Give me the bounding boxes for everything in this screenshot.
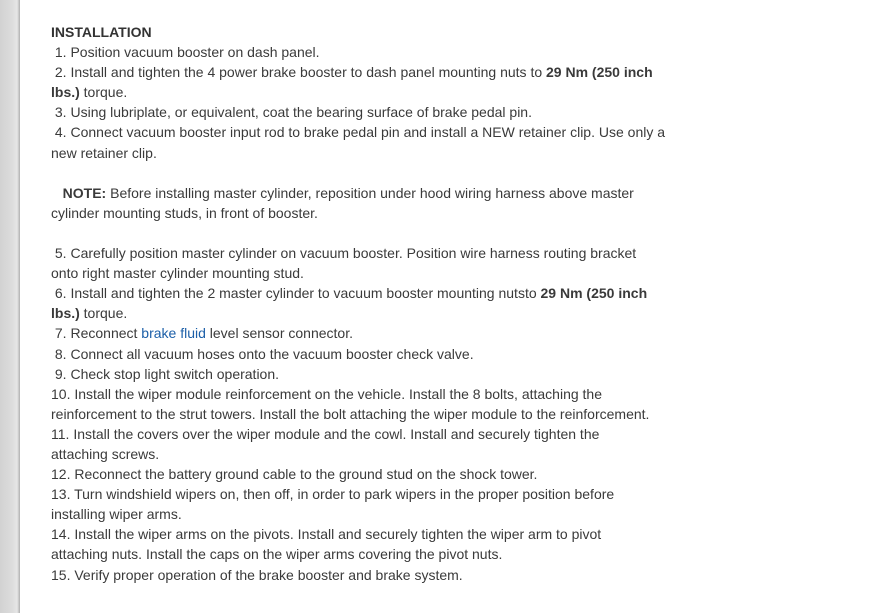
step-2 — [51, 62, 676, 102]
step-text: installing wiper arms. — [51, 506, 182, 523]
step-text: Using lubriplate, or equivalent, coat the bearing surface of brake pedal pin. — [70, 104, 532, 121]
step-number: 15. — [51, 566, 71, 583]
step-text: reinforcement to the strut towers. Install the bolt attaching the wiper module to the reinforcement. — [51, 405, 650, 422]
step-number: 4. — [54, 124, 67, 141]
step-8 — [51, 344, 676, 364]
step-text: Reconnect — [70, 325, 142, 342]
step-6 — [51, 283, 676, 323]
step-number: 6. — [54, 285, 67, 302]
spacer — [51, 163, 676, 183]
step-9 — [51, 364, 676, 384]
note-text: Before installing master cylinder, reposition under hood wiring harness above master — [106, 184, 634, 201]
step-text: new retainer clip. — [51, 144, 157, 161]
step-number: 11. — [51, 425, 70, 442]
step-5 — [51, 243, 676, 283]
step-number: 7. — [54, 325, 67, 342]
torque-value-unit: lbs.) — [51, 305, 80, 322]
step-text: attaching screws. — [51, 445, 160, 462]
step-15 — [51, 565, 676, 585]
step-text: torque. — [79, 84, 128, 101]
step-3 — [51, 102, 676, 122]
step-text: Carefully position master cylinder on vacuum booster. Position wire harness routing bracket — [70, 245, 637, 262]
torque-value: 29 Nm (250 inch — [540, 285, 648, 302]
step-number: 3. — [54, 104, 67, 121]
section-heading: INSTALLATION — [51, 24, 152, 40]
step-number: 2. — [54, 64, 67, 81]
step-number: 1. — [54, 44, 67, 61]
step-number: 12. — [51, 466, 71, 483]
step-text: Install and tighten the 4 power brake booster to dash panel mounting nuts to — [70, 64, 547, 81]
step-number: 14. — [51, 526, 71, 543]
step-number: 10. — [51, 385, 71, 402]
torque-value: 29 Nm (250 inch — [546, 64, 653, 81]
note-text: cylinder mounting studs, in front of booster. — [51, 204, 318, 221]
step-7 — [51, 323, 676, 343]
step-1 — [51, 42, 676, 62]
step-text: Reconnect the battery ground cable to the ground stud on the shock tower. — [74, 466, 538, 483]
step-text: Install the wiper module reinforcement on the vehicle. Install the 8 bolts, attaching the — [74, 385, 602, 402]
left-panel-divider — [19, 0, 20, 613]
step-text: Turn windshield wipers on, then off, in order to park wipers in the proper position before — [74, 486, 615, 503]
step-10 — [51, 384, 676, 424]
step-text: attaching nuts. Install the caps on the wiper arms covering the pivot nuts. — [51, 546, 503, 563]
brake-fluid-link[interactable]: brake fluid — [141, 325, 206, 342]
step-text: Check stop light switch operation. — [70, 365, 280, 382]
step-number: 5. — [54, 245, 67, 262]
step-text: Install and tighten the 2 master cylinder to vacuum booster mounting nutsto — [70, 285, 541, 302]
step-number: 13. — [51, 486, 71, 503]
step-text: onto right master cylinder mounting stud. — [51, 265, 304, 282]
spacer — [51, 223, 676, 243]
step-14 — [51, 524, 676, 564]
step-text: Connect vacuum booster input rod to brake pedal pin and install a NEW retainer clip. Use only a — [70, 124, 666, 141]
torque-value-unit: lbs.) — [51, 84, 80, 101]
step-text: torque. — [79, 305, 128, 322]
step-4 — [51, 122, 676, 162]
note — [51, 183, 676, 223]
step-text: level sensor connector. — [205, 325, 353, 342]
step-number: 8. — [54, 345, 67, 362]
step-13 — [51, 484, 676, 524]
step-text: Verify proper operation of the brake booster and brake system. — [74, 566, 463, 583]
note-label: NOTE: — [62, 184, 107, 201]
step-text: Install the wiper arms on the pivots. Install and securely tighten the wiper arm to pivot — [74, 526, 602, 543]
installation-document — [51, 22, 676, 585]
step-text: Position vacuum booster on dash panel. — [70, 44, 320, 61]
step-11 — [51, 424, 676, 464]
step-12 — [51, 464, 676, 484]
step-number: 9. — [54, 365, 67, 382]
left-panel-rail — [0, 0, 19, 613]
step-text: Install the covers over the wiper module and the cowl. Install and securely tighten the — [73, 425, 600, 442]
step-text: Connect all vacuum hoses onto the vacuum booster check valve. — [70, 345, 474, 362]
